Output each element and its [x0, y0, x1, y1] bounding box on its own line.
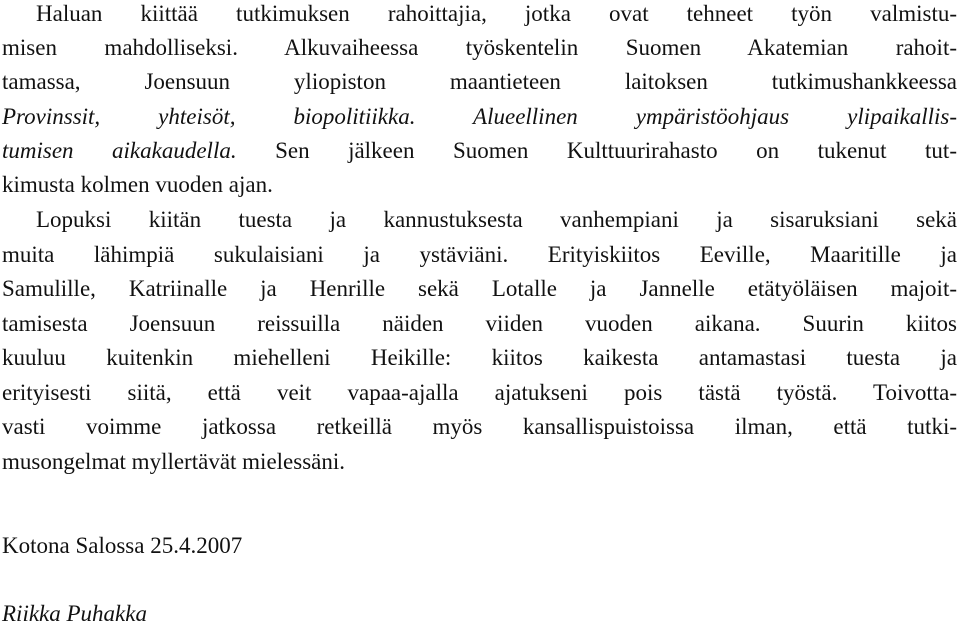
paragraph-1-line-6: kimusta kolmen vuoden ajan. [2, 172, 273, 197]
project-title-italic-end: tumisen aikakaudella. [2, 138, 237, 163]
paragraph-2-line-8: musongelmat myllertävät mielessäni. [2, 449, 346, 474]
paragraph-2-line-4: tamisesta Joensuun reissuilla näiden viiden vuoden aikana. Suurin kiitos [2, 311, 957, 336]
signature-italic: Riikka Puhakka [2, 601, 147, 626]
place-and-date: Kotona Salossa 25.4.2007 [2, 533, 243, 558]
paragraph-1-line-2: misen mahdolliseksi. Alkuvaiheessa työskentelin Suomen Akatemian rahoit- [2, 35, 957, 60]
paragraph-1-line-3: tamassa, Joensuun yliopiston maantieteen laitoksen tutkimushankkeessa [2, 69, 957, 94]
paragraph-2-line-2: muita lähimpiä sukulaisiani ja ystäviäni. Erityiskiitos Eeville, Maaritille ja [2, 242, 957, 267]
paragraph-2-line-5: kuuluu kuitenkin miehelleni Heikille: kiitos kaikesta antamastasi tuesta ja [2, 345, 957, 370]
paragraph-1-line-4 [2, 100, 957, 134]
paragraph-1-line-5-text: Sen jälkeen Suomen Kulttuurirahasto on tukenut tut- [236, 138, 957, 163]
paragraph-2-line-7: vasti voimme jatkossa retkeillä myös kansallispuistoissa ilman, että tutki- [2, 414, 957, 439]
paragraph-2-line-1: Lopuksi kiitän tuesta ja kannustuksesta vanhempiani ja sisaruksiani sekä [36, 207, 957, 232]
project-title-italic: Provinssit, yhteisöt, biopolitiikka. Alueellinen ympäristöohjaus ylipaikallis- [2, 104, 957, 129]
paragraph-2-line-3: Samulille, Katriinalle ja Henrille sekä Lotalle ja Jannelle etätyöläisen majoit- [2, 276, 957, 301]
paragraph-1-line-1: Haluan kiittää tutkimuksen rahoittajia, jotka ovat tehneet työn valmistu- [36, 1, 957, 26]
signature-name [2, 597, 957, 631]
paragraph-1-line-5 [2, 134, 957, 168]
paragraph-2-line-6: erityisesti siitä, että veit vapaa-ajalla ajatukseni pois tästä työstä. Toivotta- [2, 380, 957, 405]
